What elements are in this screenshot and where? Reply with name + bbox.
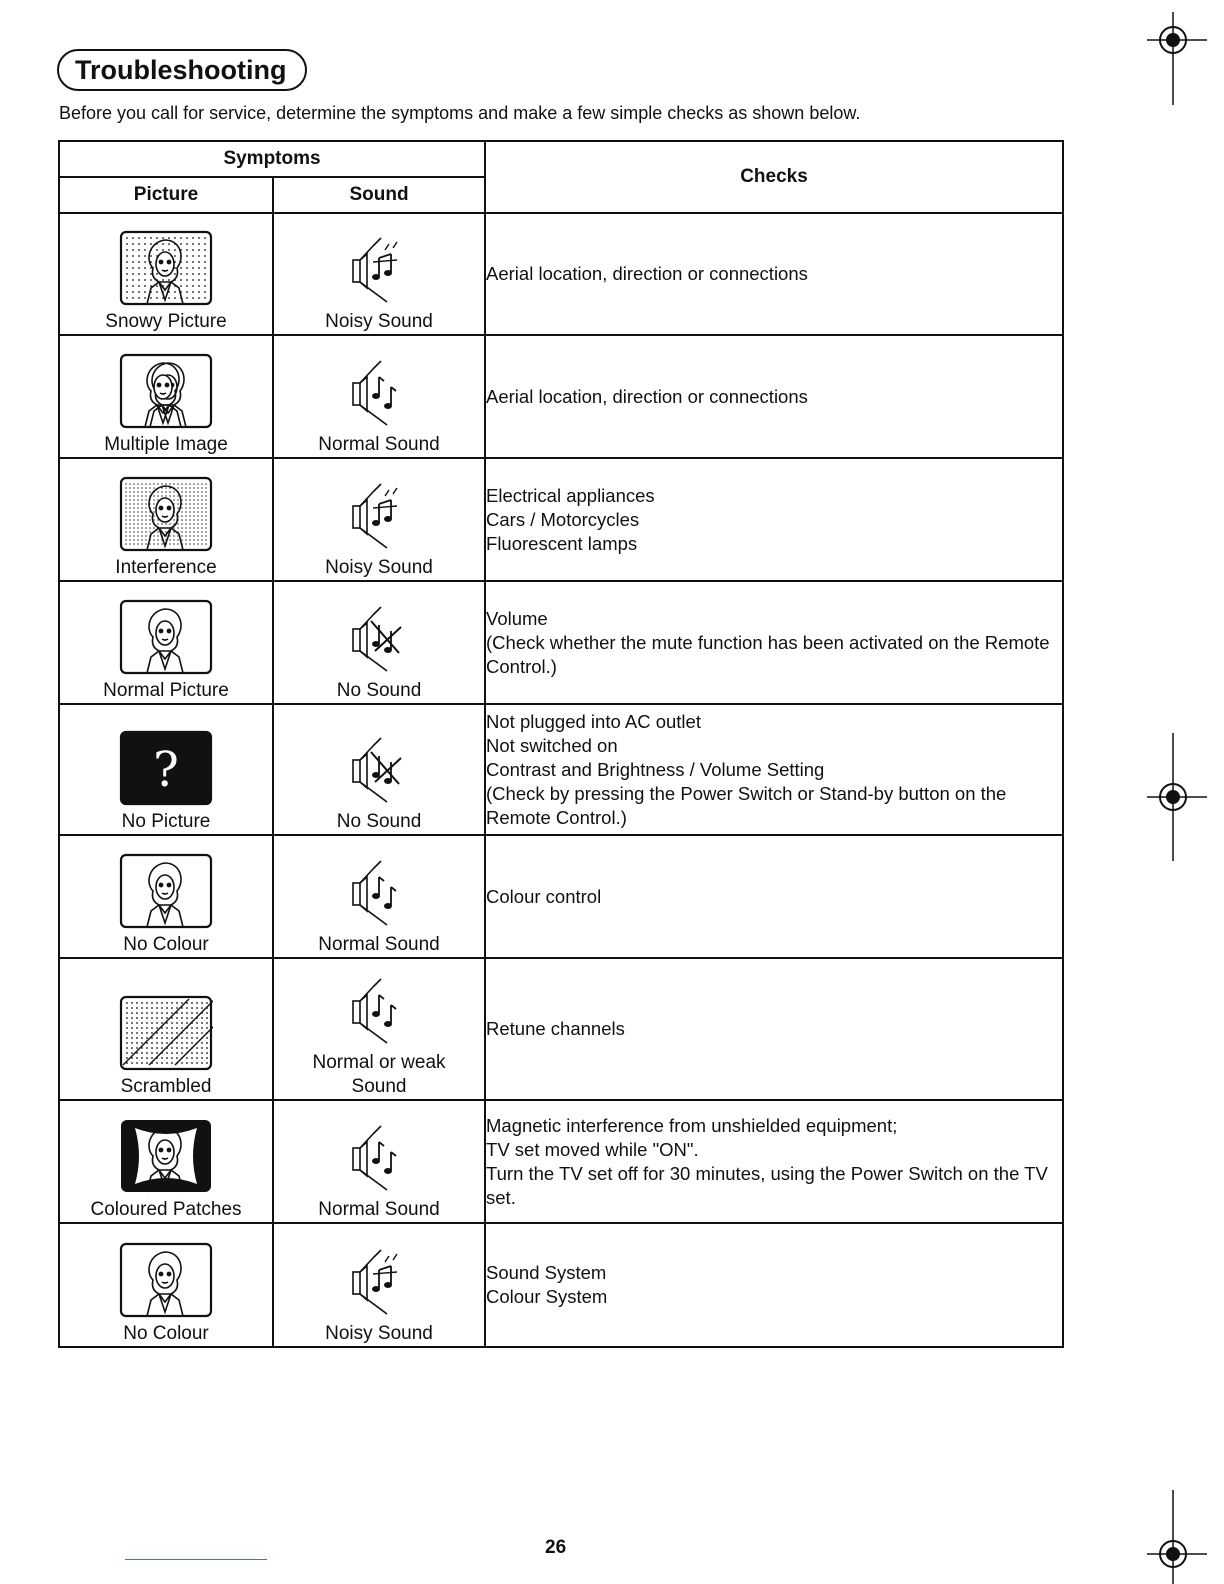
check-item: Contrast and Brightness / Volume Setting [486,758,825,780]
checks-cell [485,1100,1063,1223]
check-item: Aerial location, direction or connections [486,263,808,284]
sound-header: Sound [273,177,485,213]
normal-sound-icon [274,359,484,431]
picture-symptom-cell [59,335,273,458]
noisy-sound-icon [274,1248,484,1320]
check-item: Turn the TV set off for 30 minutes, using the Power Switch on the TV set. [486,1162,1048,1208]
table-row [59,458,1063,581]
check-item: Aerial location, direction or connections [486,385,808,407]
checks-cell [485,704,1063,835]
no-colour-picture-icon [60,853,272,931]
registration-mark-icon [1147,1490,1207,1584]
table-row [59,704,1063,835]
picture-symptom-cell [59,1100,273,1223]
sound-symptom-cell [273,581,485,704]
table-row [59,213,1063,335]
table-row [59,335,1063,458]
sound-symptom-label: Normal Sound [318,934,440,955]
picture-symptom-cell [59,1223,273,1347]
checks-cell [485,581,1063,704]
noisy-sound-icon [274,236,484,308]
picture-symptom-label: No Colour [123,934,209,955]
noisy-sound-icon [274,482,484,554]
checks-cell [485,335,1063,458]
sound-symptom-label: No Sound [336,680,422,701]
checks-header: Checks [485,141,1063,213]
check-item: (Check by pressing the Power Switch or Stand-by button on the Remote Control.) [486,782,1007,828]
coloured-patches-picture-icon [60,1118,272,1196]
page-title: Troubleshooting [57,49,307,91]
picture-symptom-label: Scrambled [120,1076,212,1097]
picture-header: Picture [59,177,273,213]
check-item: TV set moved while "ON". [486,1138,699,1160]
sound-symptom-label: Noisy Sound [325,311,433,332]
snowy-picture-icon [60,230,272,308]
checks-cell [485,958,1063,1100]
picture-symptom-label: No Colour [123,1323,209,1344]
sound-symptom-cell [273,704,485,835]
no-colour-picture-icon [60,1242,272,1320]
sound-symptom-cell [273,1223,485,1347]
table-row [59,835,1063,958]
sound-symptom-cell [273,335,485,458]
sound-symptom-label: Noisy Sound [325,1323,433,1344]
check-item: Not plugged into AC outlet [486,710,701,732]
picture-symptom-label: Normal Picture [103,680,229,701]
troubleshooting-table [58,140,1064,1348]
registration-mark-icon [1147,12,1207,107]
check-item: Fluorescent lamps [486,532,638,554]
no-picture-icon [60,730,272,808]
sound-symptom-label: Noisy Sound [325,557,433,578]
check-item: (Check whether the mute function has been activated on the Remote Control.) [486,631,1050,677]
picture-symptom-label: Interference [115,557,217,578]
normal-sound-icon [274,977,484,1049]
sound-symptom-cell [273,458,485,581]
picture-symptom-label: Coloured Patches [90,1199,242,1220]
no-sound-icon [274,605,484,677]
multiple-image-icon [60,353,272,431]
check-item: Magnetic interference from unshielded equipment; [486,1114,898,1136]
checks-cell [485,835,1063,958]
sound-symptom-cell [273,958,485,1100]
picture-symptom-cell [59,458,273,581]
sound-symptom-cell [273,213,485,335]
picture-symptom-cell [59,213,273,335]
picture-symptom-cell [59,581,273,704]
sound-symptom-label: Normal Sound [318,434,440,455]
page-number: 26 [545,1537,567,1558]
check-item: Not switched on [486,734,618,756]
sound-symptom-cell [273,1100,485,1223]
registration-mark-icon [1147,733,1207,863]
no-sound-icon [274,736,484,808]
picture-symptom-cell [59,835,273,958]
check-item: Colour System [486,1286,608,1307]
svg-text:?: ? [153,742,179,798]
picture-symptom-label: No Picture [121,811,211,832]
check-item: Colour control [486,885,602,907]
check-item: Retune channels [486,1018,625,1039]
checks-cell [485,1223,1063,1347]
normal-sound-icon [274,1124,484,1196]
sound-symptom-label: Normal or weak Sound [312,1052,446,1097]
table-row [59,1100,1063,1223]
sound-symptom-label: No Sound [336,811,422,832]
checks-cell [485,213,1063,335]
check-item: Sound System [486,1262,607,1283]
normal-picture-icon [60,599,272,677]
normal-sound-icon [274,859,484,931]
check-item: Electrical appliances [486,484,655,506]
picture-symptom-label: Snowy Picture [105,311,227,332]
picture-symptom-cell [59,958,273,1100]
intro-text: Before you call for service, determine the symptoms and make a few simple checks as shown below. [59,103,861,123]
check-item: Volume [486,607,548,629]
table-row [59,581,1063,704]
symptoms-header: Symptoms [59,141,485,177]
scrambled-picture-icon [60,995,272,1073]
sound-symptom-label: Normal Sound [318,1199,440,1220]
interference-picture-icon [60,476,272,554]
table-row [59,958,1063,1100]
picture-symptom-cell [59,704,273,835]
table-row [59,1223,1063,1347]
check-item: Cars / Motorcycles [486,508,640,530]
checks-cell [485,458,1063,581]
footer-rule [125,1559,267,1560]
picture-symptom-label: Multiple Image [104,434,228,455]
sound-symptom-cell [273,835,485,958]
